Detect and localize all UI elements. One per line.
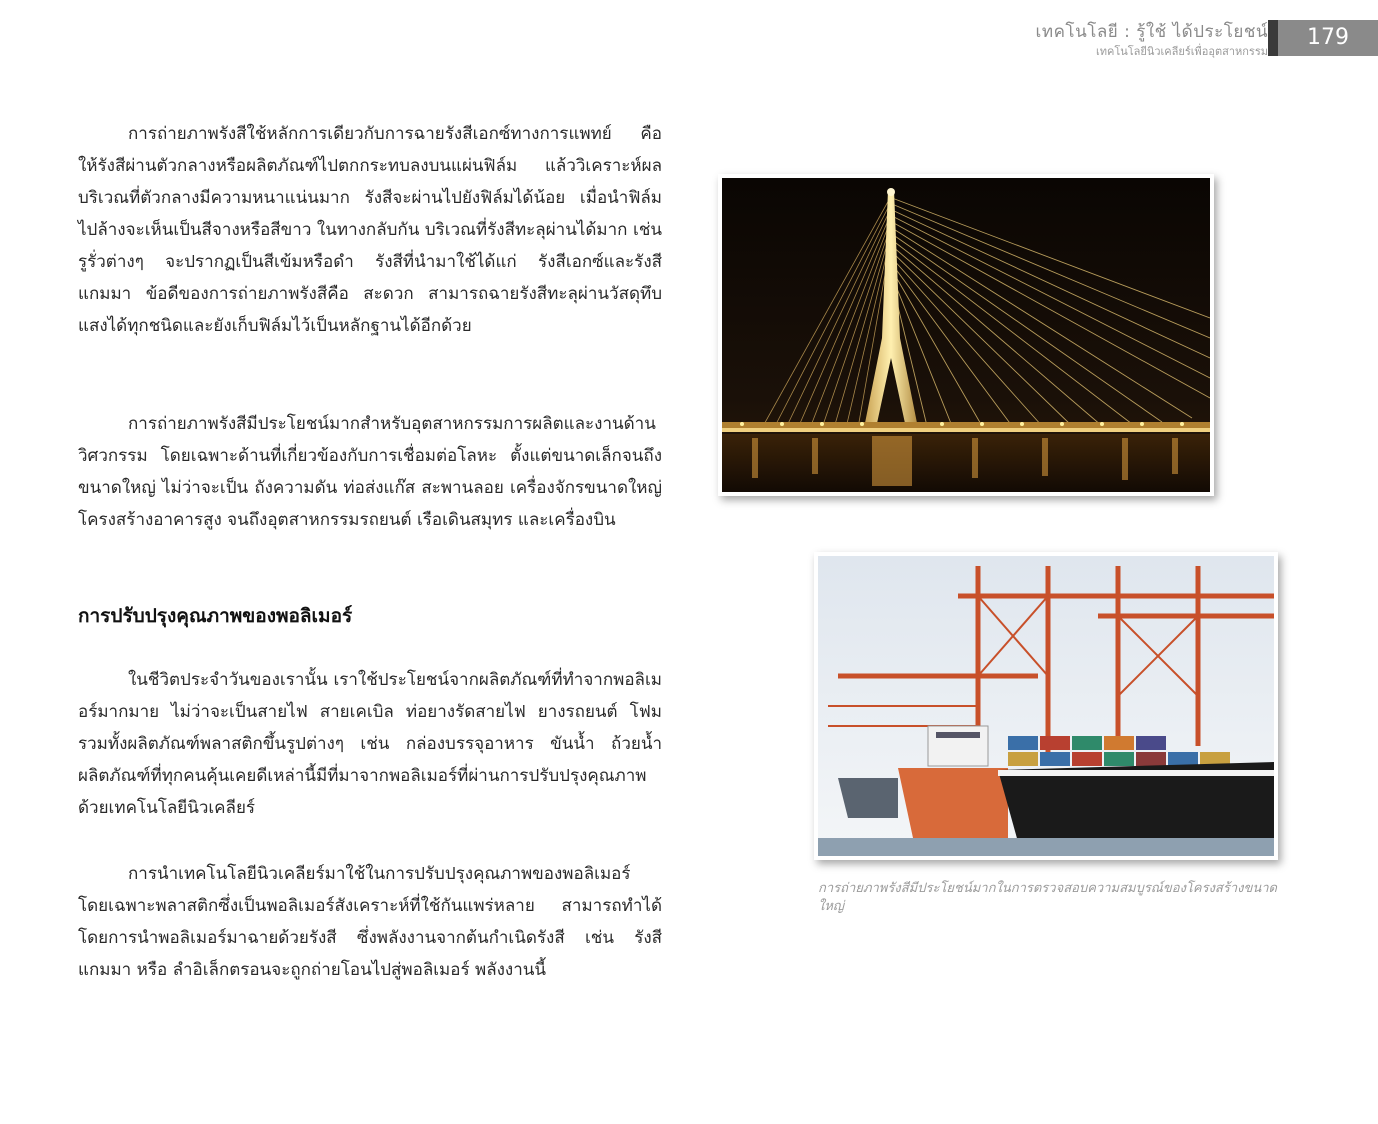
paragraph-3-text: ในชีวิตประจำวันของเรานั้น เราใช้ประโยชน์จากผลิตภัณฑ์ที่ทำจากพอลิเมอร์มากมาย ไม่ว่าจะเป็นสายไฟ สายเคเบิล ท่อยางรัดสายไฟ ยางรถยนต์ โฟม รวมทั้งผลิตภัณฑ์พลาสติกขึ้นรูปต่างๆ เช่น กล่องบรรจุอาหาร ขันน้ำ ถ้วยน้ำ ผลิตภัณฑ์ที่ทุกคนคุ้นเคยดีเหล่านี้มีที่มาจากพอลิเมอร์ที่ผ่านการปรับปรุงคุณภาพด้วยเทคโนโลยีนิวเคลียร์ bbox=[78, 670, 662, 818]
paragraph-1 bbox=[78, 118, 662, 342]
port-photo bbox=[814, 552, 1278, 860]
bridge-photo bbox=[718, 174, 1214, 496]
section-heading: การปรับปรุงคุณภาพของพอลิเมอร์ bbox=[78, 605, 353, 627]
paragraph-4-text: การนำเทคโนโลยีนิวเคลียร์มาใช้ในการปรับปรุงคุณภาพของพอลิเมอร์ โดยเฉพาะพลาสติกซึ่งเป็นพอลิเมอร์สังเคราะห์ที่ใช้กันแพร่หลาย สามารถทำได้โดยการนำพอลิเมอร์มาฉายด้วยรังสี ซึ่งพลังงานจากต้นกำเนิดรังสี เช่น รังสีแกมมา หรือ ลำอิเล็กตรอนจะถูกถ่ายโอนไปสู่พอลิเมอร์ พลังงานนี้ bbox=[78, 864, 662, 980]
paragraph-2 bbox=[78, 408, 662, 536]
running-header bbox=[1036, 20, 1268, 60]
figure-caption: การถ่ายภาพรังสีมีประโยชน์มากในการตรวจสอบความสมบูรณ์ของโครงสร้างขนาดใหญ่ bbox=[818, 881, 1277, 914]
header-divider-bar bbox=[1268, 20, 1278, 56]
paragraph-1-text: การถ่ายภาพรังสีใช้หลักการเดียวกับการฉายรังสีเอกซ์ทางการแพทย์ คือ ให้รังสีผ่านตัวกลางหรือผลิตภัณฑ์ไปตกกระทบลงบนแผ่นฟิล์ม แล้ววิเคราะห์ผล บริเวณที่ตัวกลางมีความหนาแน่นมาก รังสีจะผ่านไปยังฟิล์มได้น้อย เมื่อนำฟิล์มไปล้างจะเห็นเป็นสีจางหรือสีขาว ในทางกลับกัน บริเวณที่รังสีทะลุผ่านได้มาก เช่น รูรั่วต่างๆ จะปรากฏเป็นสีเข้มหรือดำ รังสีที่นำมาใช้ได้แก่ รังสีเอกซ์และรังสีแกมมา ข้อดีของการถ่ายภาพรังสีคือ สะดวก สามารถฉายรังสีทะลุผ่านวัสดุทึบแสงได้ทุกชนิดและยังเก็บฟิล์มไว้เป็นหลักฐานได้อีกด้วย bbox=[78, 124, 662, 336]
paragraph-4 bbox=[78, 858, 662, 986]
header-subtitle: เทคโนโลยีนิวเคลียร์เพื่ออุตสาหกรรม bbox=[1095, 45, 1268, 58]
paragraph-3 bbox=[78, 664, 662, 824]
page-number: 179 bbox=[1278, 20, 1378, 56]
paragraph-2-text: การถ่ายภาพรังสีมีประโยชน์มากสำหรับอุตสาหกรรมการผลิตและงานด้านวิศวกรรม โดยเฉพาะด้านที่เกี่ยวข้องกับการเชื่อมต่อโลหะ ตั้งแต่ขนาดเล็กจนถึงขนาดใหญ่ ไม่ว่าจะเป็น ถังความดัน ท่อส่งแก๊ส สะพานลอย เครื่องจักรขนาดใหญ่ โครงสร้างอาคารสูง จนถึงอุตสาหกรรมรถยนต์ เรือเดินสมุทร และเครื่องบิน bbox=[78, 414, 662, 530]
header-title: เทคโนโลยี : รู้ใช้ ได้ประโยชน์ bbox=[1035, 22, 1268, 42]
